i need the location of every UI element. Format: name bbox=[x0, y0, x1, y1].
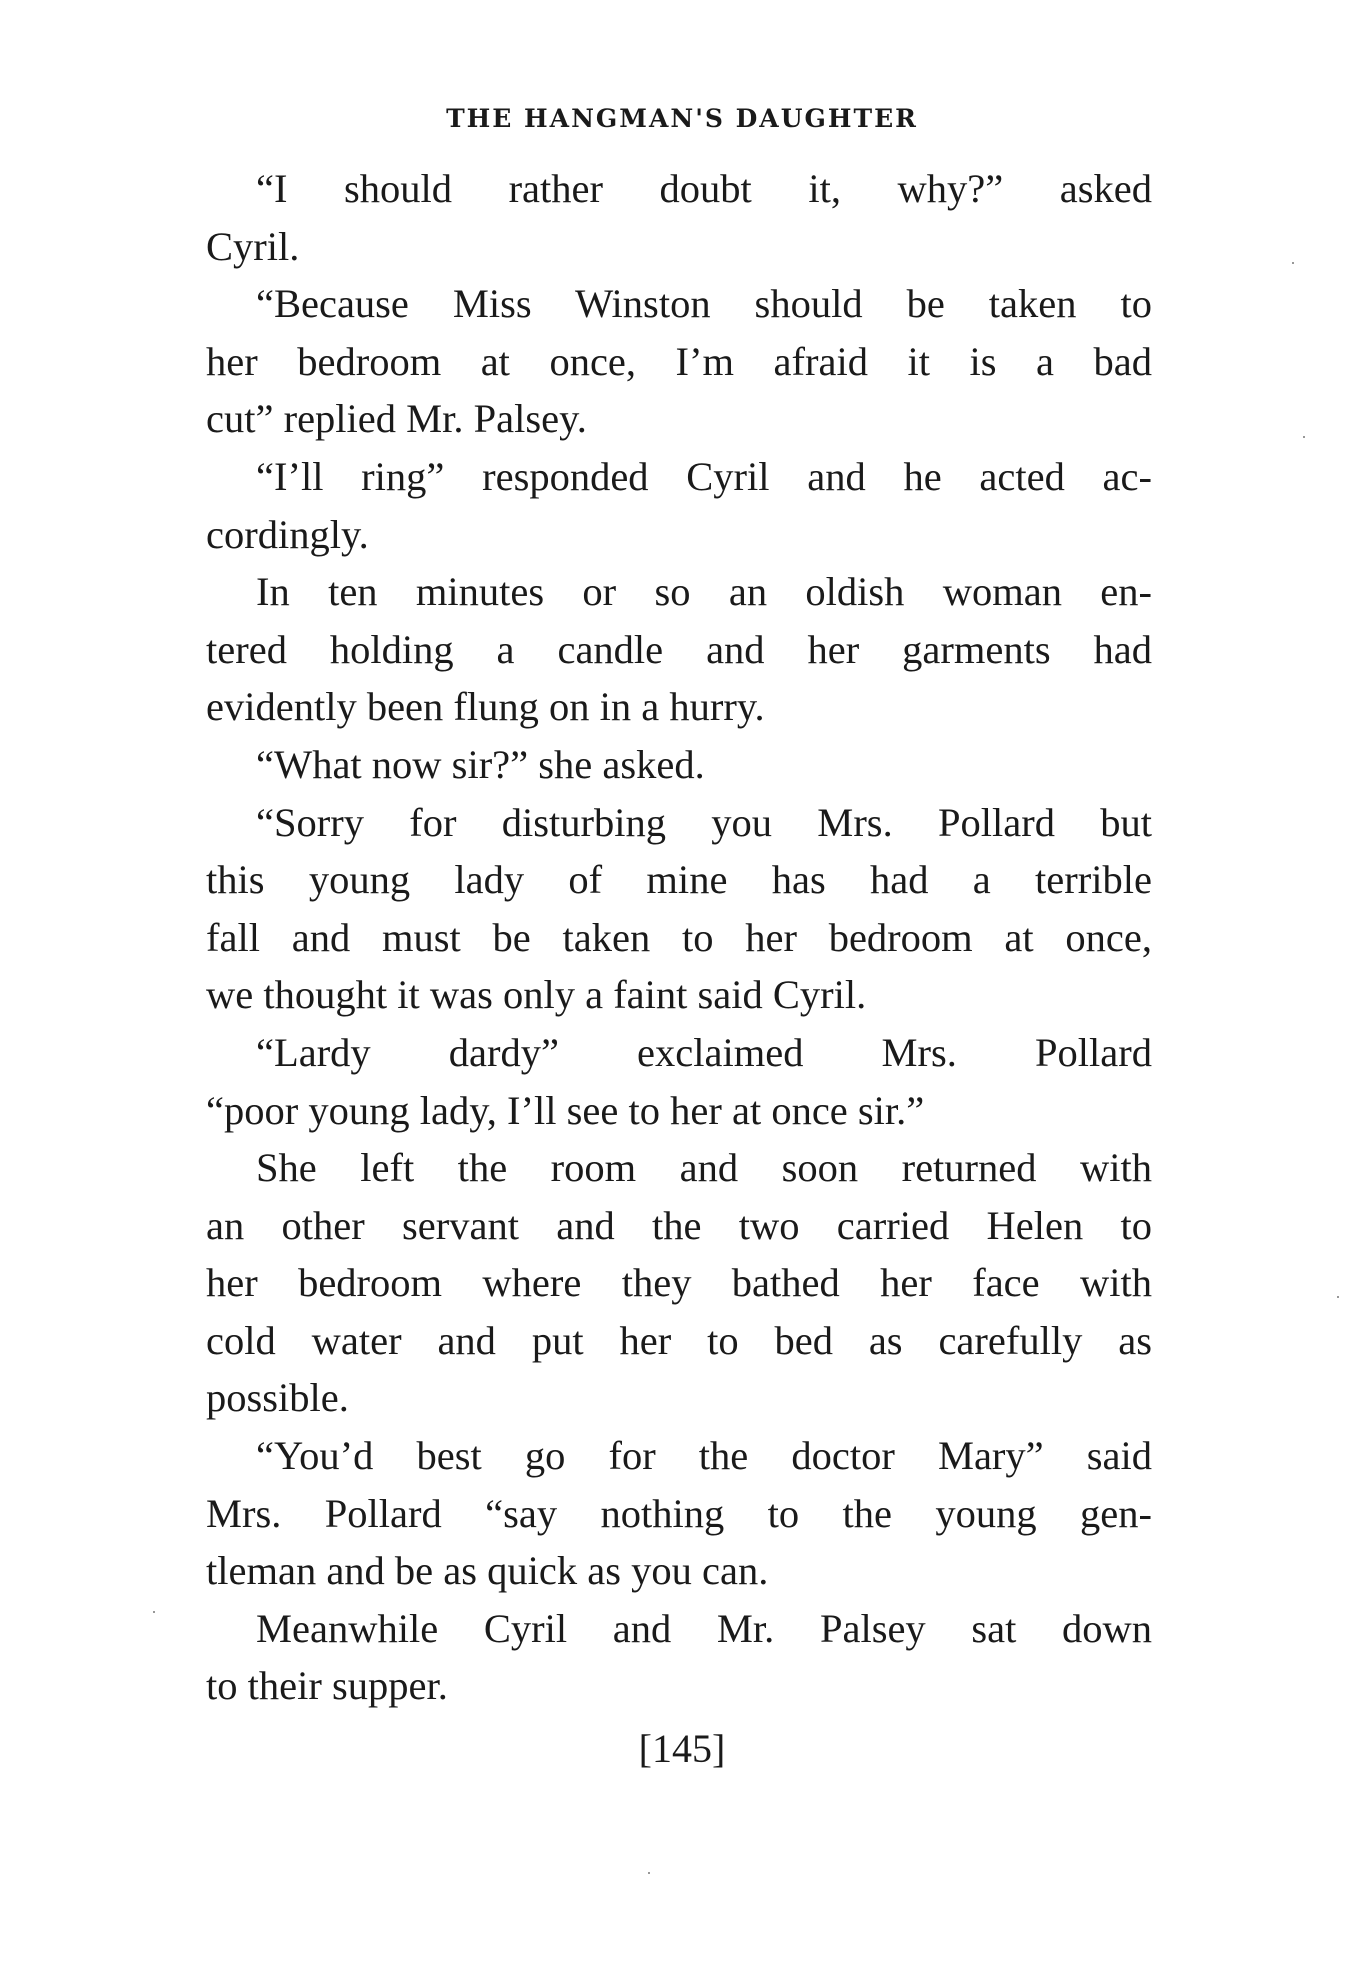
text-line: Cyril. bbox=[206, 223, 300, 269]
text-line: fall and must be taken to her bedroom at once, bbox=[206, 914, 1152, 960]
text-line: her bedroom at once, I’m afraid it is a bad bbox=[206, 338, 1152, 384]
text-line: “Lardy dardy” exclaimed Mrs. Pollard bbox=[256, 1029, 1152, 1075]
text-line: Mrs. Pollard “say nothing to the young gen- bbox=[206, 1490, 1152, 1536]
text-line: we thought it was only a faint said Cyril. bbox=[206, 972, 867, 1018]
text-line: an other servant and the two carried Helen to bbox=[206, 1202, 1152, 1248]
text-line: tered holding a candle and her garments had bbox=[206, 626, 1152, 672]
scan-speck bbox=[1292, 262, 1294, 264]
text-line: “You’d best go for the doctor Mary” said bbox=[256, 1433, 1152, 1479]
text-line: “What now sir?” she asked. bbox=[256, 741, 705, 787]
text-line: “I’ll ring” responded Cyril and he acted ac- bbox=[256, 453, 1152, 499]
text-line: cut” replied Mr. Palsey. bbox=[206, 396, 587, 442]
text-line: “Because Miss Winston should be taken to bbox=[256, 281, 1152, 327]
text-line: Meanwhile Cyril and Mr. Palsey sat down bbox=[256, 1605, 1152, 1651]
text-line: “Sorry for disturbing you Mrs. Pollard but bbox=[256, 799, 1152, 845]
scan-speck bbox=[648, 1872, 650, 1874]
scan-speck bbox=[153, 1611, 155, 1613]
body-text bbox=[206, 160, 1152, 1715]
text-line: to their supper. bbox=[206, 1663, 448, 1709]
text-line: evidently been flung on in a hurry. bbox=[206, 684, 765, 730]
text-line: possible. bbox=[206, 1375, 349, 1421]
scan-speck bbox=[1337, 1296, 1339, 1298]
text-line: this young lady of mine has had a terrible bbox=[206, 857, 1152, 903]
text-line: “I should rather doubt it, why?” asked bbox=[256, 166, 1152, 211]
running-head: THE HANGMAN'S DAUGHTER bbox=[446, 104, 918, 133]
page-number: [145] bbox=[638, 1726, 726, 1771]
scan-speck bbox=[1303, 436, 1305, 438]
text-line: her bedroom where they bathed her face with bbox=[206, 1260, 1152, 1306]
text-line: She left the room and soon returned with bbox=[256, 1145, 1152, 1191]
text-line: “poor young lady, I’ll see to her at once sir.” bbox=[206, 1087, 925, 1133]
text-line: cordingly. bbox=[206, 511, 369, 557]
text-line: tleman and be as quick as you can. bbox=[206, 1548, 769, 1594]
text-line: cold water and put her to bed as carefully as bbox=[206, 1317, 1152, 1363]
text-line: In ten minutes or so an oldish woman en- bbox=[256, 569, 1152, 615]
